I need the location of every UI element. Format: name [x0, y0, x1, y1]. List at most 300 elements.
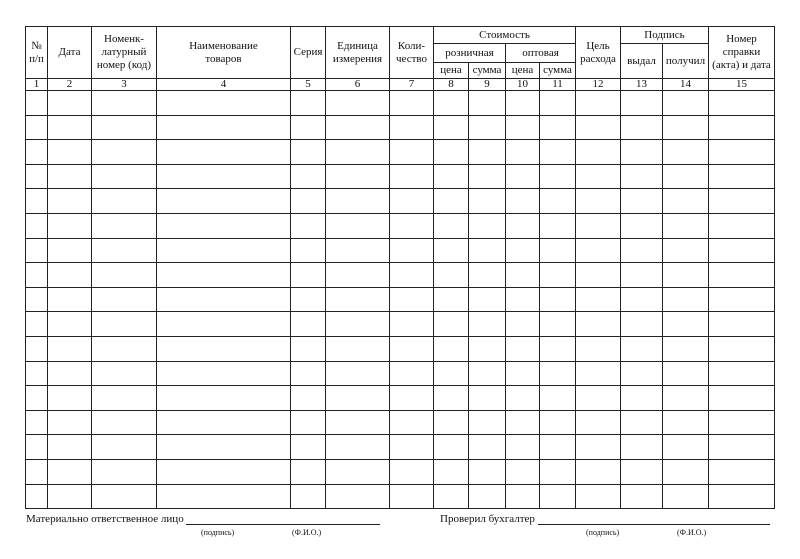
table-cell[interactable]: [469, 213, 506, 238]
table-row: [26, 336, 775, 361]
header-cost: Стоимость: [434, 27, 576, 44]
table-cell[interactable]: [709, 312, 775, 337]
table-cell[interactable]: [26, 361, 48, 386]
column-number-row: [26, 79, 775, 91]
table-cell[interactable]: [663, 140, 709, 165]
table-cell[interactable]: [709, 287, 775, 312]
table-cell[interactable]: [576, 287, 621, 312]
table-cell[interactable]: [326, 336, 390, 361]
header-num: № п/п: [26, 27, 48, 79]
table-cell[interactable]: [663, 361, 709, 386]
table-cell[interactable]: [469, 287, 506, 312]
table-cell[interactable]: [506, 238, 540, 263]
table-cell[interactable]: [48, 410, 92, 435]
table-cell[interactable]: [26, 238, 48, 263]
table-cell[interactable]: [326, 263, 390, 288]
table-cell[interactable]: [26, 336, 48, 361]
table-cell[interactable]: [48, 91, 92, 116]
table-cell[interactable]: [291, 263, 326, 288]
table-cell[interactable]: [540, 287, 576, 312]
table-cell[interactable]: [390, 91, 434, 116]
table-cell[interactable]: [92, 312, 157, 337]
table-cell[interactable]: [390, 312, 434, 337]
table-row: [26, 263, 775, 288]
table-cell[interactable]: [390, 263, 434, 288]
table-cell[interactable]: [506, 189, 540, 214]
table-cell[interactable]: [469, 336, 506, 361]
table-cell[interactable]: [92, 459, 157, 484]
table-cell[interactable]: [92, 164, 157, 189]
table-cell[interactable]: [663, 164, 709, 189]
table-cell[interactable]: [26, 410, 48, 435]
table-cell[interactable]: [326, 287, 390, 312]
table-cell[interactable]: [709, 386, 775, 411]
table-row: [26, 189, 775, 214]
table-cell[interactable]: [291, 140, 326, 165]
table-cell[interactable]: [434, 140, 469, 165]
table-cell[interactable]: [48, 115, 92, 140]
table-cell[interactable]: [326, 484, 390, 509]
table-cell[interactable]: [48, 164, 92, 189]
table-cell[interactable]: [434, 263, 469, 288]
table-cell[interactable]: [326, 238, 390, 263]
table-cell[interactable]: [48, 140, 92, 165]
table-cell[interactable]: [291, 459, 326, 484]
accountant-label: Проверил бухгалтер: [440, 513, 535, 525]
table-cell[interactable]: [434, 459, 469, 484]
table-cell[interactable]: [709, 140, 775, 165]
table-cell[interactable]: [26, 91, 48, 116]
table-cell[interactable]: [434, 435, 469, 460]
table-cell[interactable]: [326, 91, 390, 116]
table-cell[interactable]: [26, 386, 48, 411]
table-cell[interactable]: [540, 115, 576, 140]
table-cell[interactable]: [390, 140, 434, 165]
table-cell[interactable]: [48, 189, 92, 214]
table-cell[interactable]: [92, 435, 157, 460]
table-cell[interactable]: [434, 336, 469, 361]
header-purpose: Цель расхода: [576, 27, 621, 79]
table-cell[interactable]: [291, 238, 326, 263]
table-cell[interactable]: [92, 238, 157, 263]
table-cell[interactable]: [390, 484, 434, 509]
table-cell[interactable]: [291, 336, 326, 361]
header-series: Серия: [291, 27, 326, 79]
table-cell[interactable]: [26, 435, 48, 460]
header-certificate: Номер справки (акта) и дата: [709, 27, 775, 79]
table-cell[interactable]: [576, 361, 621, 386]
table-cell[interactable]: [48, 386, 92, 411]
table-cell[interactable]: [92, 484, 157, 509]
column-number: 15: [709, 79, 775, 91]
accountant-line: [538, 514, 770, 525]
table-cell[interactable]: [663, 115, 709, 140]
table-cell[interactable]: [26, 312, 48, 337]
table-cell[interactable]: [291, 361, 326, 386]
table-cell[interactable]: [326, 459, 390, 484]
table-cell[interactable]: [506, 115, 540, 140]
table-cell[interactable]: [157, 164, 291, 189]
table-cell[interactable]: [621, 140, 663, 165]
table-cell[interactable]: [92, 410, 157, 435]
table-cell[interactable]: [540, 336, 576, 361]
table-cell[interactable]: [92, 189, 157, 214]
table-cell[interactable]: [48, 312, 92, 337]
table-cell[interactable]: [621, 287, 663, 312]
table-cell[interactable]: [92, 140, 157, 165]
table-cell[interactable]: [663, 435, 709, 460]
table-cell[interactable]: [291, 435, 326, 460]
table-cell[interactable]: [506, 361, 540, 386]
table-cell[interactable]: [157, 410, 291, 435]
table-cell[interactable]: [291, 213, 326, 238]
table-cell[interactable]: [540, 91, 576, 116]
table-cell[interactable]: [390, 238, 434, 263]
header-date: Дата: [48, 27, 92, 79]
accountant-fio-hint: (Ф.И.О.): [677, 528, 707, 537]
table-cell[interactable]: [157, 287, 291, 312]
column-number: 4: [157, 79, 291, 91]
table-cell[interactable]: [709, 435, 775, 460]
table-row: [26, 410, 775, 435]
table-cell[interactable]: [663, 91, 709, 116]
table-cell[interactable]: [540, 484, 576, 509]
table-cell[interactable]: [540, 410, 576, 435]
table-cell[interactable]: [621, 189, 663, 214]
table-cell[interactable]: [709, 484, 775, 509]
table-cell[interactable]: [326, 140, 390, 165]
table-cell[interactable]: [576, 484, 621, 509]
table-cell[interactable]: [506, 213, 540, 238]
table-cell[interactable]: [434, 238, 469, 263]
table-cell[interactable]: [469, 484, 506, 509]
table-row: [26, 312, 775, 337]
table-cell[interactable]: [434, 189, 469, 214]
table-cell[interactable]: [48, 435, 92, 460]
table-cell[interactable]: [157, 336, 291, 361]
table-cell[interactable]: [291, 115, 326, 140]
table-cell[interactable]: [621, 263, 663, 288]
table-cell[interactable]: [326, 189, 390, 214]
table-cell[interactable]: [540, 459, 576, 484]
table-cell[interactable]: [576, 386, 621, 411]
header-unit: Единица измерения: [326, 27, 390, 79]
table-cell[interactable]: [326, 164, 390, 189]
column-number: 3: [92, 79, 157, 91]
responsible-fio-hint: (Ф.И.О.): [292, 528, 322, 537]
table-cell[interactable]: [621, 435, 663, 460]
header-wholesale-sum: сумма: [540, 63, 576, 79]
table-row: [26, 435, 775, 460]
table-cell[interactable]: [709, 213, 775, 238]
table-cell[interactable]: [26, 115, 48, 140]
table-cell[interactable]: [506, 435, 540, 460]
table-cell[interactable]: [434, 484, 469, 509]
table-cell[interactable]: [469, 386, 506, 411]
table-cell[interactable]: [48, 459, 92, 484]
table-cell[interactable]: [26, 263, 48, 288]
table-cell[interactable]: [663, 263, 709, 288]
table-row: [26, 484, 775, 509]
table-cell[interactable]: [621, 115, 663, 140]
table-cell[interactable]: [390, 115, 434, 140]
header-name: Наименование товаров: [157, 27, 291, 79]
table-cell[interactable]: [291, 410, 326, 435]
table-cell[interactable]: [663, 238, 709, 263]
table-cell[interactable]: [709, 459, 775, 484]
table-cell[interactable]: [390, 386, 434, 411]
column-number: 5: [291, 79, 326, 91]
table-cell[interactable]: [390, 164, 434, 189]
responsible-line: [186, 514, 380, 525]
table-cell[interactable]: [92, 213, 157, 238]
column-number: 1: [26, 79, 48, 91]
table-cell[interactable]: [621, 484, 663, 509]
table-cell[interactable]: [621, 238, 663, 263]
table-cell[interactable]: [157, 263, 291, 288]
table-cell[interactable]: [576, 140, 621, 165]
table-cell[interactable]: [621, 336, 663, 361]
table-cell[interactable]: [506, 312, 540, 337]
table-cell[interactable]: [26, 164, 48, 189]
table-cell[interactable]: [434, 312, 469, 337]
table-cell[interactable]: [576, 410, 621, 435]
ledger-form: [25, 26, 775, 509]
table-cell[interactable]: [390, 287, 434, 312]
column-number: 6: [326, 79, 390, 91]
table-cell[interactable]: [92, 361, 157, 386]
table-cell[interactable]: [663, 287, 709, 312]
table-cell[interactable]: [92, 91, 157, 116]
table-cell[interactable]: [434, 410, 469, 435]
table-cell[interactable]: [291, 91, 326, 116]
table-cell[interactable]: [469, 164, 506, 189]
table-cell[interactable]: [709, 410, 775, 435]
table-cell[interactable]: [326, 410, 390, 435]
table-cell[interactable]: [157, 484, 291, 509]
table-cell[interactable]: [326, 115, 390, 140]
table-cell[interactable]: [26, 484, 48, 509]
table-cell[interactable]: [469, 312, 506, 337]
table-row: [26, 164, 775, 189]
table-cell[interactable]: [506, 140, 540, 165]
table-cell[interactable]: [663, 213, 709, 238]
header-qty: Коли- чество: [390, 27, 434, 79]
table-cell[interactable]: [709, 336, 775, 361]
table-cell[interactable]: [434, 287, 469, 312]
table-cell[interactable]: [434, 91, 469, 116]
table-cell[interactable]: [326, 386, 390, 411]
table-cell[interactable]: [576, 238, 621, 263]
table-cell[interactable]: [157, 435, 291, 460]
table-cell[interactable]: [709, 238, 775, 263]
table-cell[interactable]: [540, 263, 576, 288]
table-cell[interactable]: [469, 189, 506, 214]
table-cell[interactable]: [390, 189, 434, 214]
header-issued: выдал: [621, 44, 663, 79]
table-cell[interactable]: [291, 312, 326, 337]
table-cell[interactable]: [157, 91, 291, 116]
table-cell[interactable]: [506, 287, 540, 312]
table-cell[interactable]: [540, 435, 576, 460]
table-cell[interactable]: [709, 263, 775, 288]
table-cell[interactable]: [621, 386, 663, 411]
table-row: [26, 287, 775, 312]
table-row: [26, 361, 775, 386]
table-cell[interactable]: [506, 484, 540, 509]
table-cell[interactable]: [326, 312, 390, 337]
column-number: 12: [576, 79, 621, 91]
table-cell[interactable]: [48, 238, 92, 263]
header-retail-price: цена: [434, 63, 469, 79]
table-cell[interactable]: [469, 410, 506, 435]
table-cell[interactable]: [576, 115, 621, 140]
table-cell[interactable]: [709, 189, 775, 214]
table-cell[interactable]: [157, 189, 291, 214]
table-cell[interactable]: [663, 312, 709, 337]
table-cell[interactable]: [709, 91, 775, 116]
table-cell[interactable]: [26, 140, 48, 165]
table-cell[interactable]: [621, 459, 663, 484]
table-cell[interactable]: [291, 164, 326, 189]
table-cell[interactable]: [434, 386, 469, 411]
table-cell[interactable]: [469, 140, 506, 165]
ledger-table: [25, 26, 775, 509]
table-cell[interactable]: [469, 263, 506, 288]
header-received: получил: [663, 44, 709, 79]
table-cell[interactable]: [157, 140, 291, 165]
table-cell[interactable]: [291, 189, 326, 214]
table-cell[interactable]: [157, 115, 291, 140]
table-cell[interactable]: [48, 336, 92, 361]
table-cell[interactable]: [390, 213, 434, 238]
table-cell[interactable]: [621, 91, 663, 116]
table-cell[interactable]: [291, 484, 326, 509]
table-cell[interactable]: [540, 238, 576, 263]
table-cell[interactable]: [576, 263, 621, 288]
table-cell[interactable]: [709, 164, 775, 189]
table-cell[interactable]: [663, 484, 709, 509]
table-cell[interactable]: [621, 361, 663, 386]
header-signature: Подпись: [621, 27, 709, 44]
table-cell[interactable]: [48, 361, 92, 386]
table-cell[interactable]: [390, 435, 434, 460]
header-retail: розничная: [434, 44, 506, 63]
table-cell[interactable]: [506, 263, 540, 288]
table-cell[interactable]: [576, 336, 621, 361]
table-cell[interactable]: [157, 312, 291, 337]
table-cell[interactable]: [434, 361, 469, 386]
table-cell[interactable]: [576, 435, 621, 460]
table-cell[interactable]: [26, 213, 48, 238]
table-cell[interactable]: [390, 361, 434, 386]
table-cell[interactable]: [157, 238, 291, 263]
table-cell[interactable]: [291, 386, 326, 411]
table-cell[interactable]: [434, 213, 469, 238]
table-cell[interactable]: [434, 115, 469, 140]
table-cell[interactable]: [48, 484, 92, 509]
table-cell[interactable]: [92, 336, 157, 361]
table-cell[interactable]: [506, 459, 540, 484]
table-cell[interactable]: [576, 213, 621, 238]
table-cell[interactable]: [506, 164, 540, 189]
table-cell[interactable]: [663, 386, 709, 411]
table-cell[interactable]: [663, 459, 709, 484]
table-cell[interactable]: [390, 336, 434, 361]
table-cell[interactable]: [48, 263, 92, 288]
table-cell[interactable]: [663, 336, 709, 361]
table-cell[interactable]: [663, 189, 709, 214]
table-cell[interactable]: [26, 189, 48, 214]
table-cell[interactable]: [469, 361, 506, 386]
table-cell[interactable]: [469, 91, 506, 116]
table-cell[interactable]: [506, 91, 540, 116]
table-cell[interactable]: [576, 459, 621, 484]
table-cell[interactable]: [540, 386, 576, 411]
table-cell[interactable]: [540, 189, 576, 214]
table-cell[interactable]: [291, 287, 326, 312]
table-cell[interactable]: [26, 287, 48, 312]
table-cell[interactable]: [540, 312, 576, 337]
table-cell[interactable]: [663, 410, 709, 435]
table-cell[interactable]: [621, 213, 663, 238]
table-cell[interactable]: [576, 91, 621, 116]
table-row: [26, 238, 775, 263]
table-cell[interactable]: [540, 164, 576, 189]
table-cell[interactable]: [506, 336, 540, 361]
table-cell[interactable]: [326, 435, 390, 460]
table-cell[interactable]: [469, 435, 506, 460]
table-cell[interactable]: [540, 361, 576, 386]
table-cell[interactable]: [540, 213, 576, 238]
table-cell[interactable]: [92, 263, 157, 288]
table-cell[interactable]: [92, 115, 157, 140]
table-cell[interactable]: [469, 459, 506, 484]
table-cell[interactable]: [576, 189, 621, 214]
table-cell[interactable]: [576, 164, 621, 189]
table-cell[interactable]: [709, 361, 775, 386]
table-cell[interactable]: [434, 164, 469, 189]
table-cell[interactable]: [709, 115, 775, 140]
table-cell[interactable]: [469, 115, 506, 140]
table-cell[interactable]: [157, 386, 291, 411]
table-cell[interactable]: [326, 361, 390, 386]
table-cell[interactable]: [326, 213, 390, 238]
table-cell[interactable]: [390, 459, 434, 484]
table-cell[interactable]: [92, 386, 157, 411]
table-cell[interactable]: [390, 410, 434, 435]
table-cell[interactable]: [621, 410, 663, 435]
table-cell[interactable]: [621, 312, 663, 337]
table-cell[interactable]: [469, 238, 506, 263]
column-number: 10: [506, 79, 540, 91]
table-cell[interactable]: [48, 213, 92, 238]
table-cell[interactable]: [576, 312, 621, 337]
table-cell[interactable]: [506, 410, 540, 435]
table-cell[interactable]: [621, 164, 663, 189]
table-cell[interactable]: [540, 140, 576, 165]
column-number: 2: [48, 79, 92, 91]
table-cell[interactable]: [26, 459, 48, 484]
table-cell[interactable]: [157, 459, 291, 484]
table-cell[interactable]: [92, 287, 157, 312]
table-cell[interactable]: [506, 386, 540, 411]
table-cell[interactable]: [157, 361, 291, 386]
table-row: [26, 140, 775, 165]
table-row: [26, 213, 775, 238]
table-cell[interactable]: [157, 213, 291, 238]
table-cell[interactable]: [48, 287, 92, 312]
